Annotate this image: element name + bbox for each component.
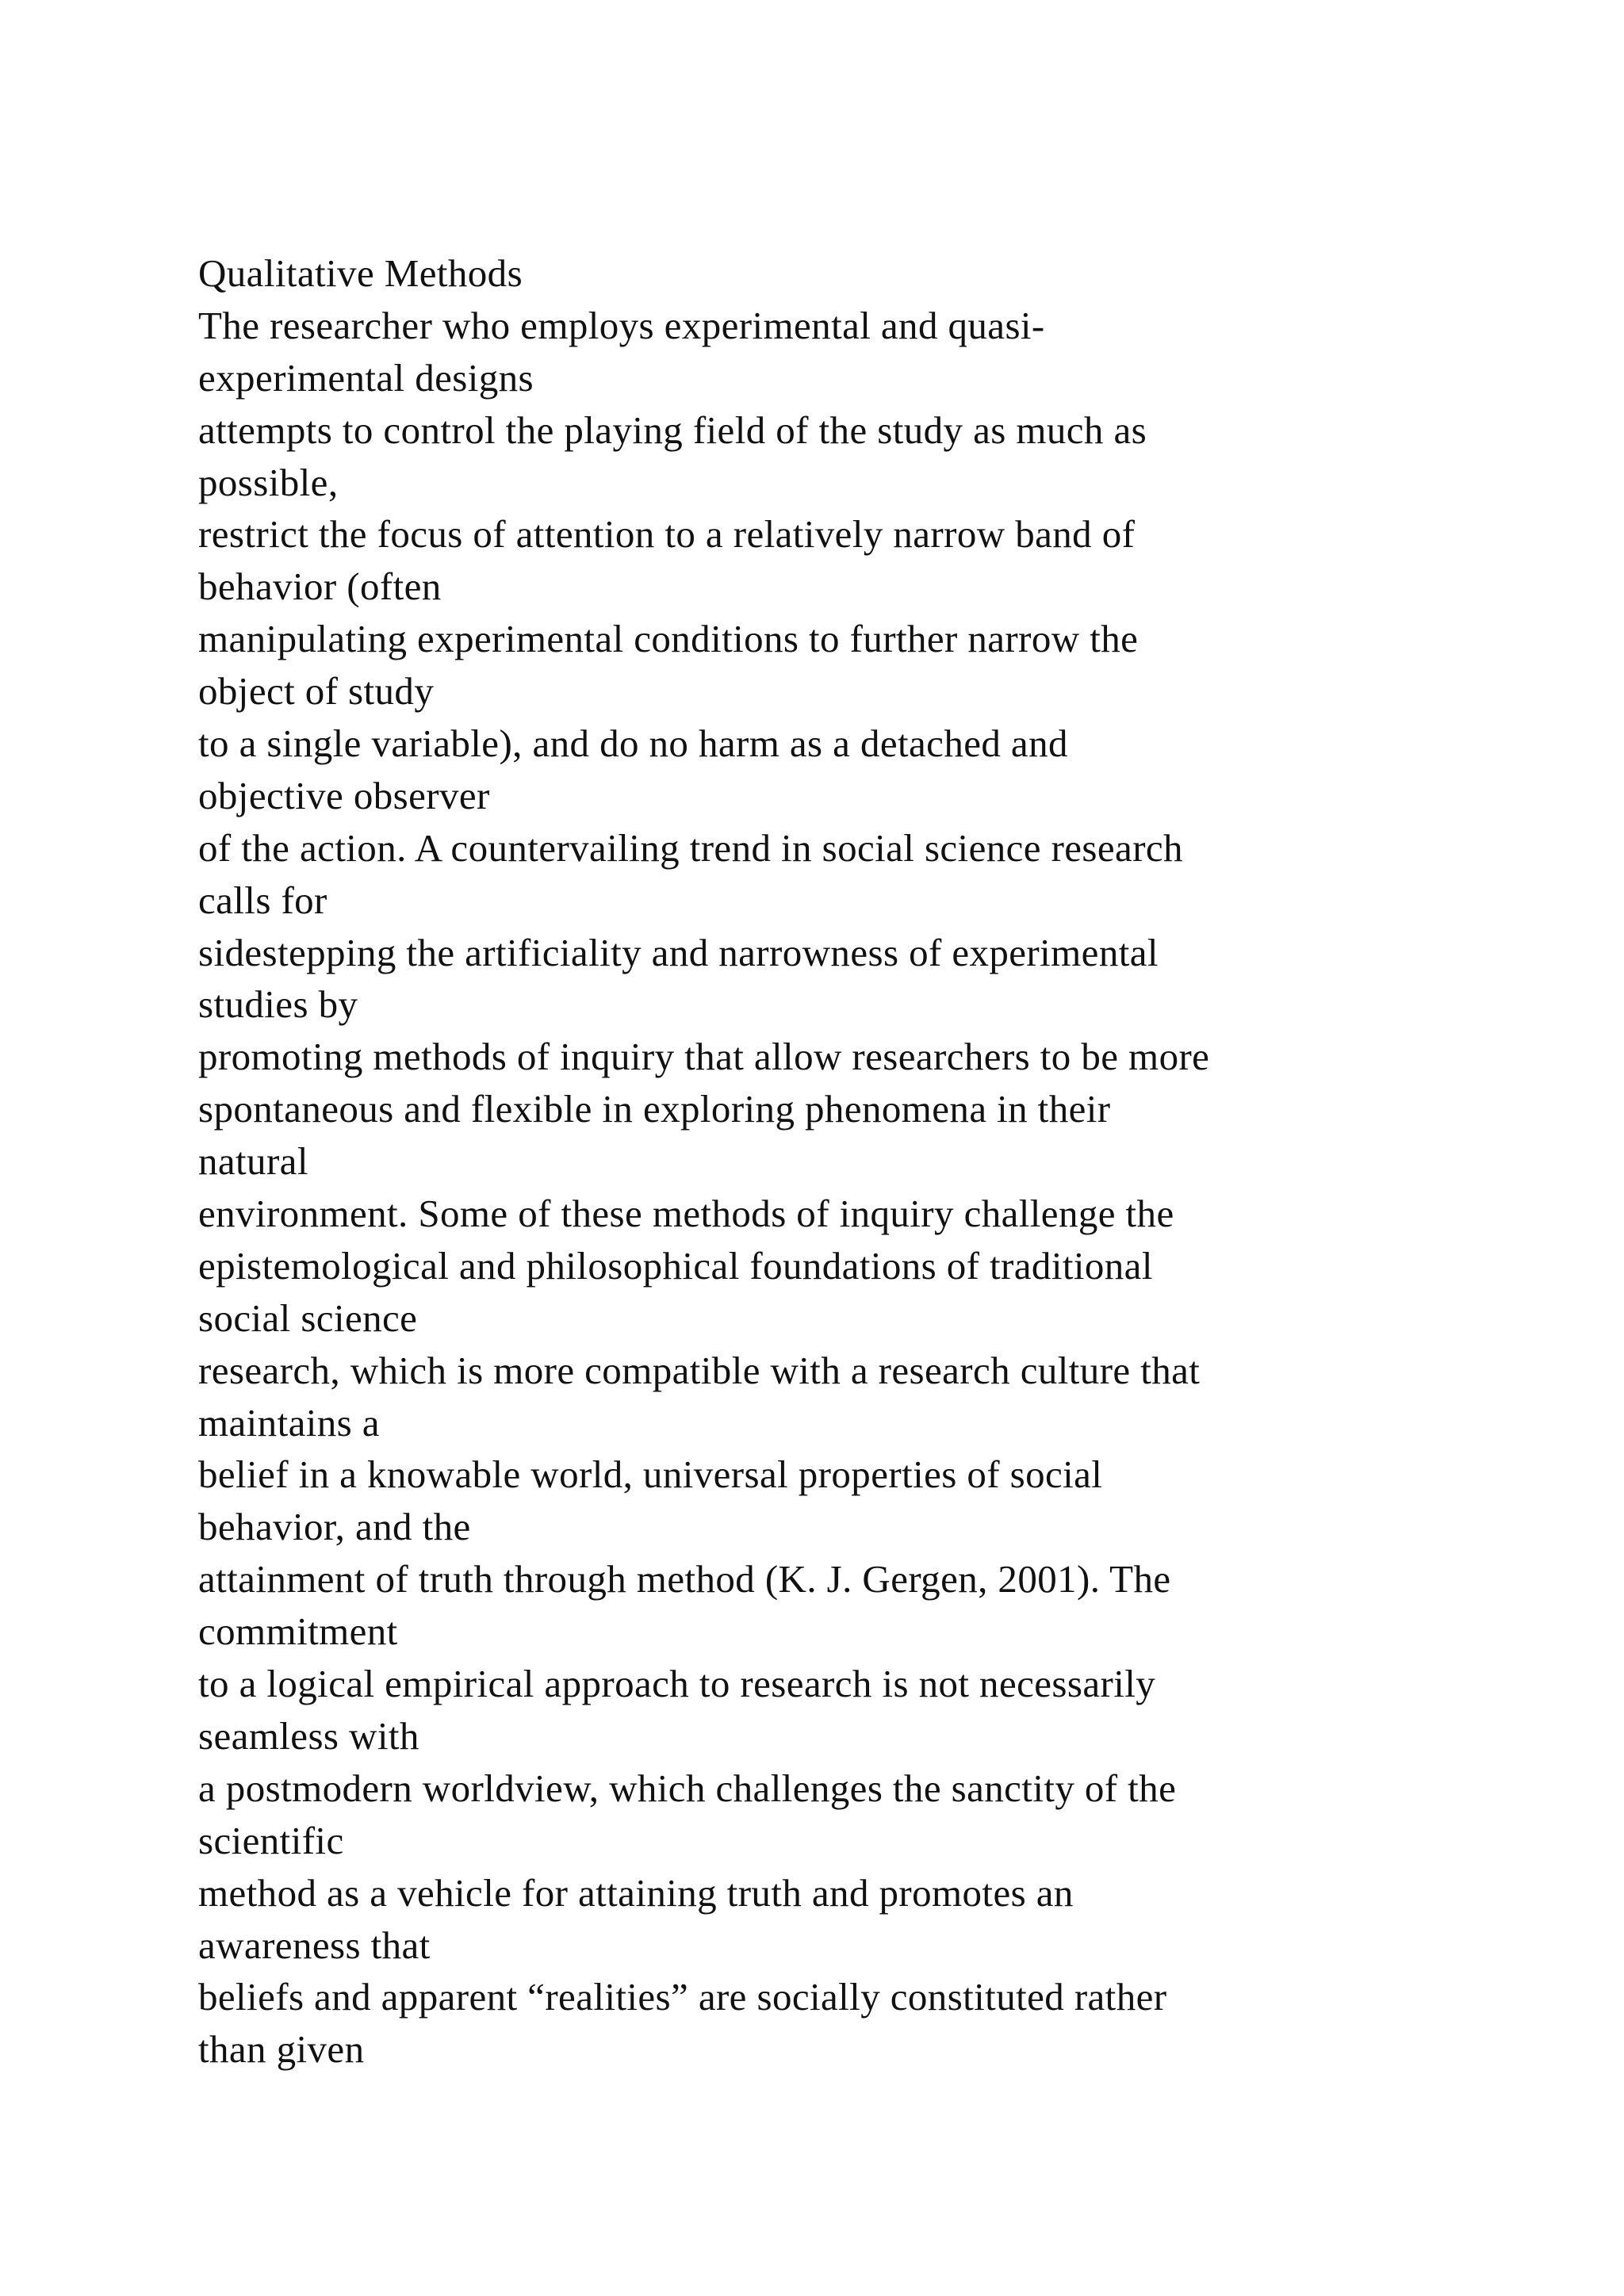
- text-line: objective observer: [198, 773, 490, 817]
- text-line: studies by: [198, 982, 358, 1027]
- text-line: research, which is more compatible with a research culture that: [198, 1348, 1201, 1392]
- text-line: seamless with: [198, 1713, 419, 1758]
- text-line: of the action. A countervailing trend in social science research: [198, 825, 1183, 870]
- text-line: promoting methods of inquiry that allow researchers to be more: [198, 1035, 1210, 1079]
- text-line: natural: [198, 1139, 308, 1184]
- text-line: social science: [198, 1295, 418, 1340]
- text-line: to a single variable), and do no harm as a detached and: [198, 721, 1068, 766]
- text-line: The researcher who employs experimental and quasi-: [198, 303, 1045, 347]
- text-line: restrict the focus of attention to a relatively narrow band of: [198, 512, 1136, 557]
- text-line: possible,: [198, 460, 339, 504]
- body-text: [198, 247, 1546, 2076]
- heading-line: Qualitative Methods: [198, 251, 523, 295]
- text-line: manipulating experimental conditions to further narrow the: [198, 617, 1139, 661]
- text-line: behavior, and the: [198, 1505, 471, 1549]
- text-line: awareness that: [198, 1923, 431, 1967]
- text-line: maintains a: [198, 1400, 380, 1445]
- text-line: scientific: [198, 1818, 344, 1862]
- text-line: calls for: [198, 878, 327, 922]
- text-line: beliefs and apparent “realities” are socially constituted rather: [198, 1975, 1167, 2019]
- text-line: environment. Some of these methods of inquiry challenge the: [198, 1192, 1174, 1236]
- text-line: epistemological and philosophical foundations of traditional: [198, 1243, 1153, 1288]
- text-line: belief in a knowable world, universal properties of social: [198, 1452, 1103, 1497]
- text-line: spontaneous and flexible in exploring phenomena in their: [198, 1087, 1111, 1131]
- text-line: experimental designs: [198, 355, 534, 400]
- text-line: a postmodern worldview, which challenges the sanctity of the: [198, 1766, 1177, 1810]
- text-line: to a logical empirical approach to research is not necessarily: [198, 1662, 1156, 1706]
- text-line: attempts to control the playing field of the study as much as: [198, 408, 1147, 452]
- text-line: commitment: [198, 1609, 398, 1654]
- text-line: than given: [198, 2027, 365, 2072]
- text-line: sidestepping the artificiality and narrowness of experimental: [198, 930, 1159, 974]
- text-line: behavior (often: [198, 564, 442, 609]
- text-line: object of study: [198, 669, 435, 714]
- text-line: attainment of truth through method (K. J. Gergen, 2001). The: [198, 1557, 1171, 1601]
- text-line: method as a vehicle for attaining truth and promotes an: [198, 1870, 1074, 1915]
